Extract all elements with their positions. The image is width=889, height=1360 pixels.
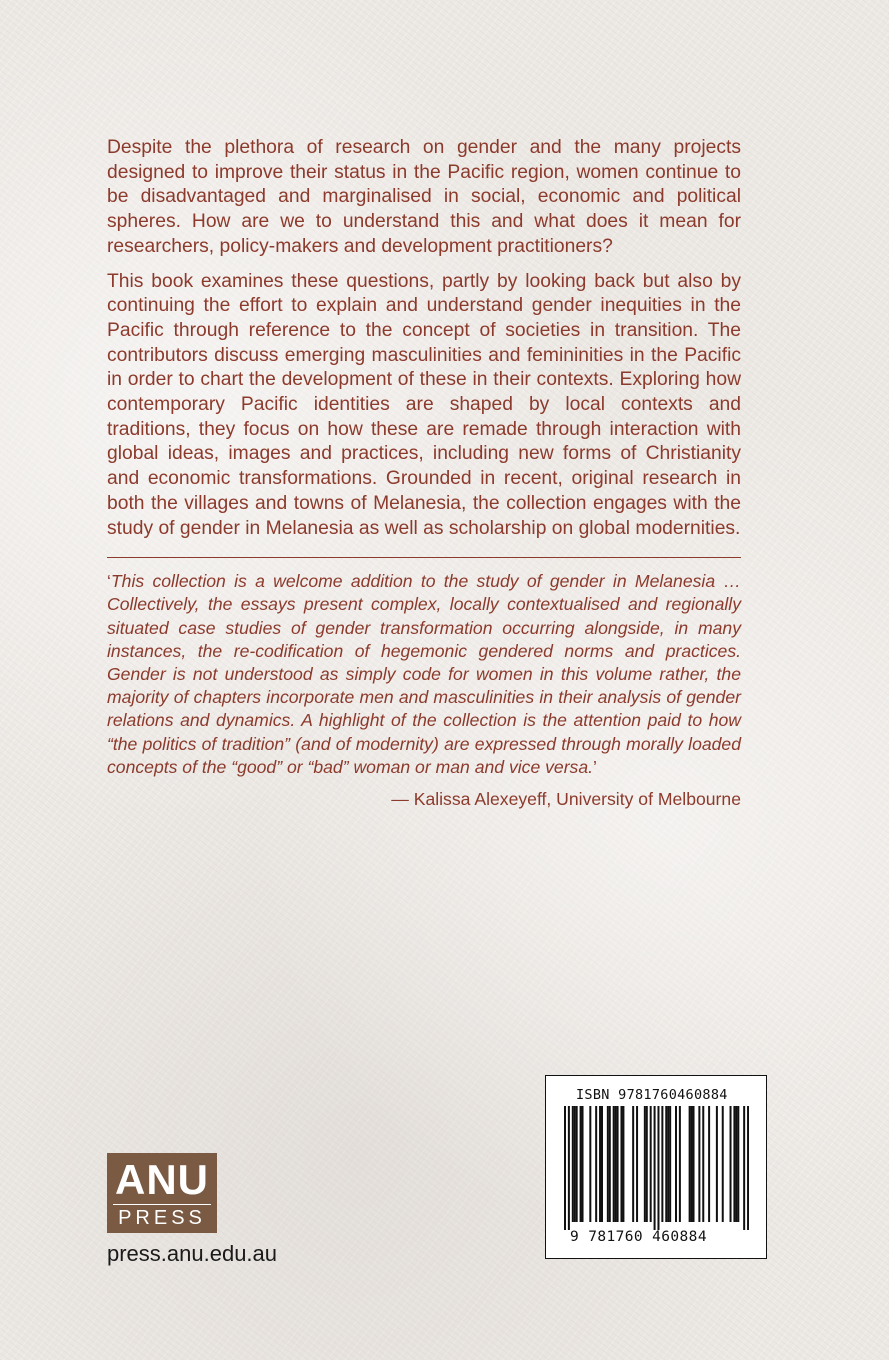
- barcode-bar: [620, 1106, 622, 1222]
- barcode-bar: [595, 1106, 597, 1222]
- barcode-bar: [702, 1106, 704, 1222]
- barcode-bar: [601, 1106, 603, 1222]
- barcode-bar: [582, 1106, 584, 1222]
- barcode-bar: [636, 1106, 638, 1222]
- isbn-digits: 9 781760 460884: [570, 1229, 707, 1245]
- barcode-bar: [622, 1106, 624, 1222]
- barcode-bar: [667, 1106, 669, 1222]
- logo-text-anu: ANU: [115, 1156, 209, 1203]
- barcode-bar: [576, 1106, 578, 1222]
- endorsement-quote-text: This collection is a welcome addition to the study of gender in Melanesia … Collectively, the essays present complex, locally contextualised and regionally situated case studies of gender transformation occurring alongside, in many instances, the re-codification of hegemonic gendered norms and practices. Gender is not understood as simply code for women in this volume rather, the majority of chapters incorporate men and masculinities in their analysis of gender relations and dynamics. A highlight of the collection is the attention paid to how “the politics of tradition” (and of modernity) are expressed through morally loaded concepts of the “good” or “bad” woman or man and vice versa.: [107, 571, 741, 777]
- barcode-bar: [691, 1106, 693, 1222]
- quote-open-mark: ‘: [107, 571, 111, 592]
- blurb-section: [107, 136, 741, 811]
- barcode-bar: [654, 1106, 656, 1230]
- barcode-bar: [661, 1106, 663, 1222]
- barcode-bar: [675, 1106, 677, 1222]
- barcode-bar: [679, 1106, 681, 1222]
- barcode-bar: [580, 1106, 582, 1222]
- endorsement-quote: [107, 570, 741, 779]
- barcode-bar: [665, 1106, 667, 1222]
- isbn-label: ISBN 9781760460884: [576, 1087, 728, 1103]
- barcode-bar: [615, 1106, 617, 1222]
- barcode-bar: [669, 1106, 671, 1222]
- barcode-bar: [730, 1106, 732, 1222]
- barcode-bar: [613, 1106, 615, 1222]
- barcode-bar: [735, 1106, 737, 1222]
- barcode-bar: [747, 1106, 749, 1230]
- barcode-bar: [708, 1106, 710, 1222]
- barcode-bar: [689, 1106, 691, 1222]
- isbn-barcode: [545, 1075, 767, 1259]
- barcode-bar: [646, 1106, 648, 1222]
- endorsement-attribution: — Kalissa Alexeyeff, University of Melbourne: [391, 789, 741, 810]
- publisher-website: press.anu.edu.au: [107, 1241, 278, 1266]
- barcode-bar: [733, 1106, 735, 1222]
- barcode-bar: [564, 1106, 566, 1230]
- barcode-bar: [698, 1106, 700, 1222]
- barcode-bar: [716, 1106, 718, 1222]
- logo-text-press: PRESS: [118, 1207, 206, 1229]
- quote-close-mark: ’: [593, 756, 597, 777]
- barcode-bar: [737, 1106, 739, 1222]
- barcode-bar: [589, 1106, 591, 1222]
- barcode-bar: [599, 1106, 601, 1222]
- barcode-bar: [617, 1106, 619, 1222]
- logo-divider: [113, 1204, 211, 1205]
- blurb-paragraph-1: Despite the plethora of research on gender and the many projects designed to improve their status in the Pacific region, women continue to be disadvantaged and marginalised in social, economic and political spheres. How are we to understand this and what does it mean for researchers, policy-makers and development practitioners?: [107, 137, 741, 257]
- barcode-bar: [722, 1106, 724, 1222]
- barcode-bar: [574, 1106, 576, 1222]
- barcode-bars: [564, 1106, 749, 1230]
- barcode-bar: [607, 1106, 609, 1222]
- barcode-bar: [743, 1106, 745, 1230]
- barcode-bar: [693, 1106, 695, 1222]
- barcode-bar: [644, 1106, 646, 1222]
- anu-press-logo: [107, 1153, 217, 1233]
- barcode-bar: [572, 1106, 574, 1222]
- barcode-bar: [650, 1106, 652, 1222]
- divider: [107, 557, 741, 558]
- barcode-bar: [568, 1106, 570, 1230]
- barcode-bar: [657, 1106, 659, 1230]
- barcode-bar: [609, 1106, 611, 1222]
- blurb-paragraph-2: This book examines these questions, partly by looking back but also by continuing the effort to explain and understand gender inequities in the Pacific through reference to the concept of societies in transition. The contributors discuss emerging masculinities and femininities in the Pacific in order to chart the development of these in their contexts. Exploring how contemporary Pacific identities are shaped by local contexts and traditions, they focus on how these are remade through interaction with global ideas, images and practices, including new forms of Christianity and economic transformations. Grounded in recent, original research in both the villages and towns of Melanesia, the collection engages with the study of gender in Melanesia as well as scholarship on global modernities.: [107, 270, 741, 539]
- barcode-bar: [632, 1106, 634, 1222]
